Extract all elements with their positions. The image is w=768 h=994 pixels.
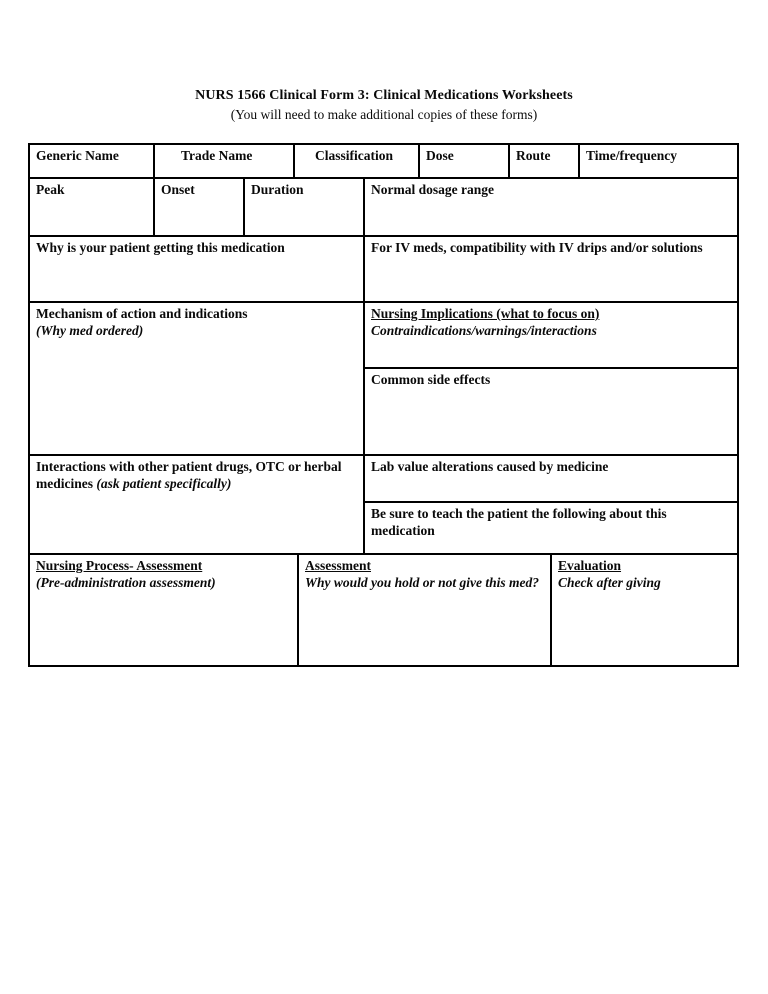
dose-label: Dose: [426, 148, 454, 163]
cell-lab-value-alterations: [363, 454, 737, 501]
document-header: [0, 88, 768, 123]
mechanism-sub-label: (Why med ordered): [36, 323, 144, 338]
nursing-implications-title: Nursing Implications (what to focus on): [371, 306, 600, 321]
trade-name-label: Trade Name: [181, 148, 253, 163]
cell-duration: [243, 177, 363, 235]
interactions-sub-label: (ask patient specifically): [96, 476, 232, 491]
document-title: NURS 1566 Clinical Form 3: Clinical Medications Worksheets: [195, 88, 573, 103]
cell-route: [508, 145, 578, 177]
cell-onset: [153, 177, 243, 235]
evaluation-title: Evaluation: [558, 558, 622, 573]
generic-name-label: Generic Name: [36, 148, 119, 163]
cell-classification: [293, 145, 418, 177]
peak-label: Peak: [36, 182, 65, 197]
assessment-sub: Why would you hold or not give this med?: [305, 575, 540, 590]
cell-assessment: [297, 553, 550, 665]
teach-patient-label: Be sure to teach the patient the following about this medication: [371, 506, 667, 538]
time-frequency-label: Time/frequency: [586, 148, 677, 163]
evaluation-sub: Check after giving: [558, 575, 661, 590]
cell-peak: [30, 177, 153, 235]
cell-time-frequency: [578, 145, 737, 177]
document-subtitle: (You will need to make additional copies of these forms): [230, 107, 538, 122]
cell-generic-name: [30, 145, 153, 177]
lab-value-alterations-label: Lab value alterations caused by medicine: [371, 459, 609, 474]
iv-compatibility-label: For IV meds, compatibility with IV drips and/or solutions: [371, 240, 703, 255]
nursing-implications-sub: Contraindications/warnings/interactions: [371, 323, 597, 338]
classification-label: Classification: [315, 148, 394, 163]
cell-why-getting-medication: [30, 235, 363, 301]
assessment-title: Assessment: [305, 558, 371, 573]
route-label: Route: [516, 148, 551, 163]
cell-nursing-implications: [363, 301, 737, 367]
cell-iv-compatibility: [363, 235, 737, 301]
nursing-process-assessment-title: Nursing Process- Assessment: [36, 558, 203, 573]
cell-trade-name: [153, 145, 293, 177]
cell-evaluation: [550, 553, 737, 665]
common-side-effects-label: Common side effects: [371, 372, 491, 387]
cell-nursing-process-assessment: [30, 553, 297, 665]
mechanism-of-action-label: Mechanism of action and indications: [36, 306, 248, 321]
cell-normal-dosage-range: [363, 177, 737, 235]
cell-dose: [418, 145, 508, 177]
onset-label: Onset: [161, 182, 195, 197]
medication-worksheet-table: [28, 143, 739, 667]
cell-teach-patient: [363, 501, 737, 553]
cell-mechanism-of-action: [30, 301, 363, 454]
nursing-process-assessment-sub: (Pre-administration assessment): [36, 575, 216, 590]
normal-dosage-range-label: Normal dosage range: [371, 182, 494, 197]
why-getting-medication-label: Why is your patient getting this medication: [36, 240, 285, 255]
cell-interactions: [30, 454, 363, 553]
cell-common-side-effects: [363, 367, 737, 454]
duration-label: Duration: [251, 182, 304, 197]
interactions-label: Interactions with other patient drugs, OTC or herbal medicines: [36, 459, 342, 491]
